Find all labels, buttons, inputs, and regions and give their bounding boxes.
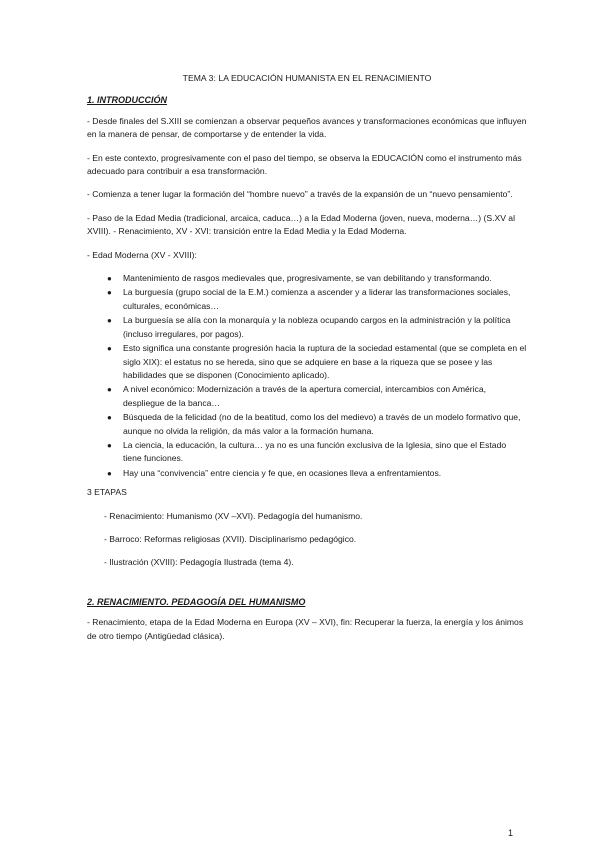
document-title: TEMA 3: LA EDUCACIÓN HUMANISTA EN EL RENACIMIENTO <box>182 73 432 83</box>
bullet-icon: ● <box>107 288 112 298</box>
section-heading-introduccion: 1. INTRODUCCIÓN <box>87 95 168 106</box>
page-number: 1 <box>507 828 513 838</box>
list-item-text: La ciencia, la educación, la cultura… ya no es una función exclusiva de la Iglesia, sino que el Estado tiene funciones. <box>123 439 507 464</box>
list-item <box>87 286 527 313</box>
list-item-text: A nivel económico: Modernización a través de la apertura comercial, intercambios con América, despliegue de la banca… <box>123 384 487 408</box>
stages-heading: 3 ETAPAS <box>87 487 127 498</box>
list-item-text: Mantenimiento de rasgos medievales que, progresivamente, se van debilitando y transformando. <box>123 273 492 284</box>
list-item <box>87 272 527 285</box>
list-item-text: Búsqueda de la felicidad (no de la beatitud, como los del medievo) a través de un modelo formativo que, aunque no olvida la religión, da más valor a la formación humana. <box>123 412 521 436</box>
bullet-icon: ● <box>107 274 112 284</box>
paragraph: - Desde finales del S.XIII se comienzan a observar pequeños avances y transformaciones económicas que influyen en la manera de pensar, de comportarse y de entender la vida. <box>87 115 527 140</box>
list-item <box>87 467 527 480</box>
bullet-icon: ● <box>107 413 112 423</box>
paragraph: - Renacimiento, etapa de la Edad Moderna en Europa (XV – XVI), fin: Recuperar la fuerza, la energía y los ánimos de otro tiempo (Antigüedad clásica). <box>87 617 524 641</box>
paragraph: - En este contexto, progresivamente con el paso del tiempo, se observa la EDUCACIÓN como el instrumento más adecuado para contribuir a esa transformación. <box>87 152 522 177</box>
paragraph: - Comienza a tener lugar la formación del “hombre nuevo” a través de la expansión de un “nuevo pensamiento”. <box>87 189 513 200</box>
list-item <box>87 439 527 466</box>
paragraph: - Paso de la Edad Media (tradicional, arcaica, caduca…) a la Edad Moderna (joven, nueva, moderna…) (S.XV al XVIII). - Renacimiento, XV - XVI: transición entre la Edad Media y la Edad Moderna. <box>87 212 516 237</box>
stage-item: - Barroco: Reformas religiosas (XVII). Disciplinarismo pedagógico. <box>104 533 357 544</box>
stage-item: - Ilustración (XVIII): Pedagogía Ilustrada (tema 4). <box>104 557 294 568</box>
list-item <box>87 411 527 438</box>
list-item-text: La burguesía se alía con la monarquía y la nobleza ocupando cargos en la administración y la política (incluso irregulares, por pagos). <box>123 315 511 339</box>
document-page <box>87 72 527 653</box>
list-item-text: Esto significa una constante progresión hacia la ruptura de la sociedad estamental (que se completa en el siglo XIX): el estatus no se hereda, sino que se adquiere en base a la riqueza que se posee y las habilidades que se disponen (Conocimiento aplicado). <box>123 343 527 380</box>
list-item-text: La burguesía (grupo social de la E.M.) comienza a ascender y a liderar las transformaciones sociales, culturales, económicas… <box>123 287 511 311</box>
bullet-icon: ● <box>107 344 112 354</box>
list-item <box>87 383 527 410</box>
spacer <box>87 580 527 596</box>
paragraph: - Edad Moderna (XV - XVIII): <box>87 249 197 260</box>
bullet-icon: ● <box>107 468 112 478</box>
bullet-icon: ● <box>107 316 112 326</box>
list-item <box>87 342 527 382</box>
section-heading-renacimiento: 2. RENACIMIENTO. PEDAGOGÍA DEL HUMANISMO <box>87 596 306 607</box>
bullet-icon: ● <box>107 440 112 450</box>
list-item-text: Hay una “convivencia” entre ciencia y fe que, en ocasiones lleva a enfrentamientos. <box>123 467 442 478</box>
bullet-icon: ● <box>107 385 112 395</box>
stage-item: - Renacimiento: Humanismo (XV –XVI). Pedagogía del humanismo. <box>104 510 363 521</box>
edad-moderna-bullet-list <box>87 272 527 480</box>
list-item <box>87 314 527 341</box>
